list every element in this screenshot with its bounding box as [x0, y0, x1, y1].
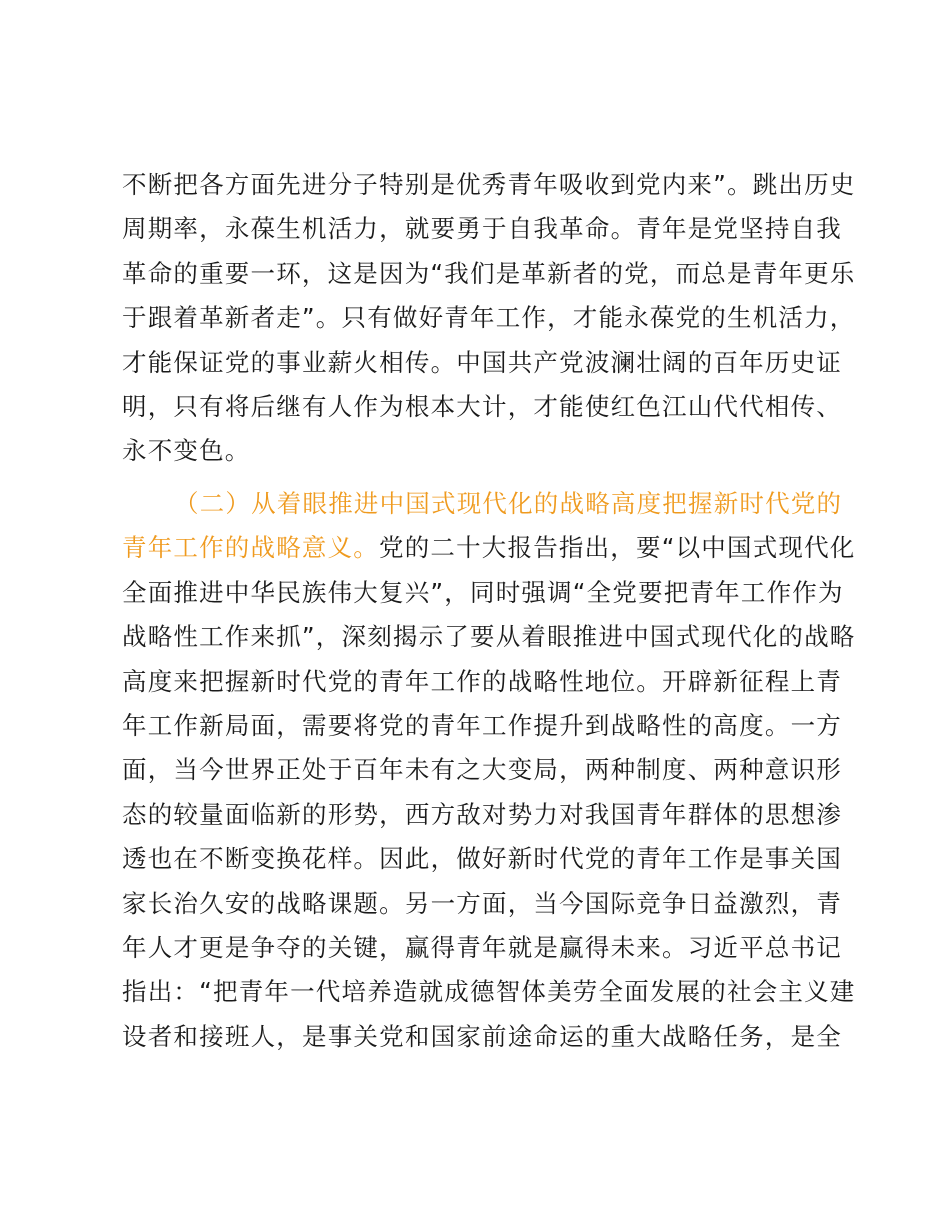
paragraph-line: 周期率，永葆生机活力，就要勇于自我革命。青年是党坚持自我 [122, 214, 842, 244]
paragraph-line: 年人才更是争夺的关键，赢得青年就是赢得未来。习近平总书记 [122, 932, 842, 962]
paragraph-line [122, 526, 856, 570]
paragraph-line: 不断把各方面先进分子特别是优秀青年吸收到党内来”。跳出历史 [122, 170, 856, 199]
paragraph-line: 家长治久安的战略课题。另一方面，当今国际竞争日益激烈，青 [122, 888, 842, 918]
paragraph-line: 于跟着革新者走”。只有做好青年工作，才能永葆党的生机活力， [122, 303, 856, 333]
paragraph-text: 党的二十大报告指出，要“以中国式现代化 [379, 533, 856, 563]
paragraph-line: 高度来把握新时代党的青年工作的战略性地位。开辟新征程上青 [122, 666, 842, 696]
paragraph-line: 永不变色。 [122, 436, 251, 466]
section-heading: （二）从着眼推进中国式现代化的战略高度把握新时代党的 [174, 489, 843, 518]
paragraph-line: 年工作新局面，需要将党的青年工作提升到战略性的高度。一方 [122, 710, 842, 740]
paragraph-line: 战略性工作来抓”，深刻揭示了要从着眼推进中国式现代化的战略 [122, 622, 856, 652]
paragraph-line: 才能保证党的事业薪火相传。中国共产党波澜壮阔的百年历史证 [122, 347, 842, 377]
paragraph-line: 全面推进中华民族伟大复兴”，同时强调“全党要把青年工作作为 [122, 577, 844, 607]
paragraph-line: 指出：“把青年一代培养造就成德智体美劳全面发展的社会主义建 [122, 977, 856, 1007]
paragraph-line: 革命的重要一环，这是因为“我们是革新者的党，而总是青年更乐 [122, 258, 856, 288]
paragraph-line: 态的较量面临新的形势，西方敌对势力对我国青年群体的思想渗 [122, 799, 842, 829]
paragraph-line: 明，只有将后继有人作为根本大计，才能使红色江山代代相传、 [122, 391, 842, 421]
paragraph-1 [122, 163, 856, 474]
section-heading-continued: 青年工作的战略意义。 [122, 533, 379, 563]
paragraph-line: 设者和接班人，是事关党和国家前途命运的重大战略任务，是全 [122, 1021, 842, 1051]
paragraph-line: 透也在不断变换花样。因此，做好新时代党的青年工作是事关国 [122, 844, 842, 874]
paragraph-2 [122, 482, 856, 1059]
paragraph-line: 面，当今世界正处于百年未有之大变局，两种制度、两种意识形 [122, 755, 842, 785]
